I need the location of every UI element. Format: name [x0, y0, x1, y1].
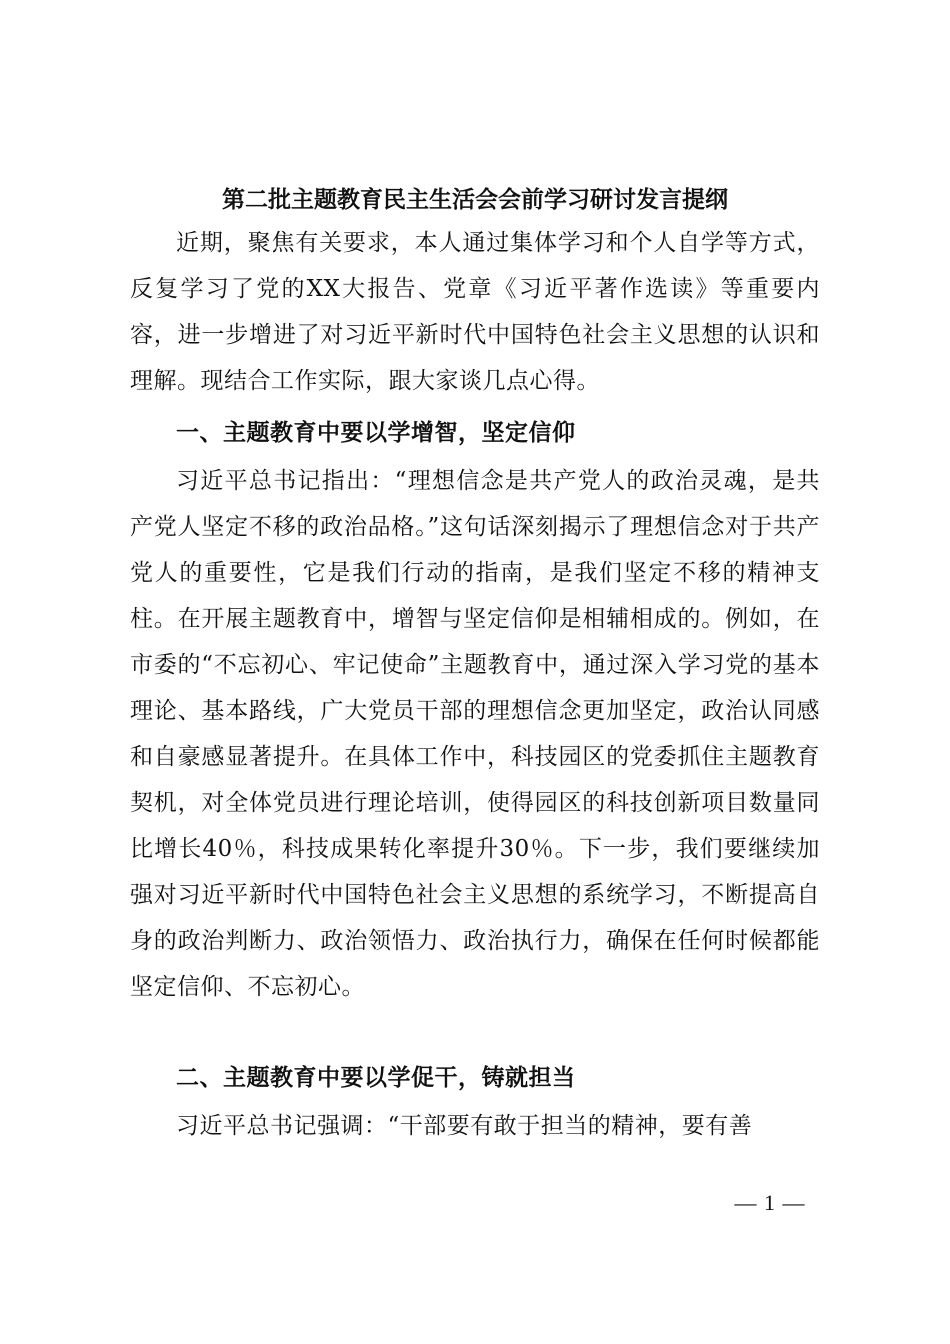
section-2-paragraph: 习近平总书记强调：“干部要有敢于担当的精神，要有善: [176, 1113, 753, 1139]
intro-paragraph: 近期，聚焦有关要求，本人通过集体学习和个人自学等方式，反复学习了党的XX大报告、党章《习近平著作选读》等重要内容，进一步增进了对习近平新时代中国特色社会主义思想的认识和理解。现结合工作实际，跟大家谈几点心得。: [130, 230, 820, 394]
document-title: 第二批主题教育民主生活会会前学习研讨发言提纲: [222, 186, 728, 213]
page-number: — 1 —: [734, 1190, 806, 1215]
section-1-heading: 一、主题教育中要以学增智，坚定信仰: [176, 420, 576, 446]
section-2-heading: 二、主题教育中要以学促干，铸就担当: [176, 1065, 576, 1091]
section-1-paragraph: 习近平总书记指出：“理想信念是共产党人的政治灵魂，是共产党人坚定不移的政治品格。”这句话深刻揭示了理想信念对于共产党人的重要性，它是我们行动的指南，是我们坚定不移的精神支柱。在开展主题教育中，增智与坚定信仰是相辅相成的。例如，在市委的“不忘初心、牢记使命”主题教育中，通过深入学习党的基本理论、基本路线，广大党员干部的理想信念更加坚定，政治认同感和自豪感显著提升。在具体工作中，科技园区的党委抓住主题教育契机，对全体党员进行理论培训，使得园区的科技创新项目数量同比增长40％，科技成果转化率提升30％。下一步，我们要继续加强对习近平新时代中国特色社会主义思想的系统学习，不断提高自身的政治判断力、政治领悟力、政治执行力，确保在任何时候都能坚定信仰、不忘初心。: [130, 468, 820, 1000]
